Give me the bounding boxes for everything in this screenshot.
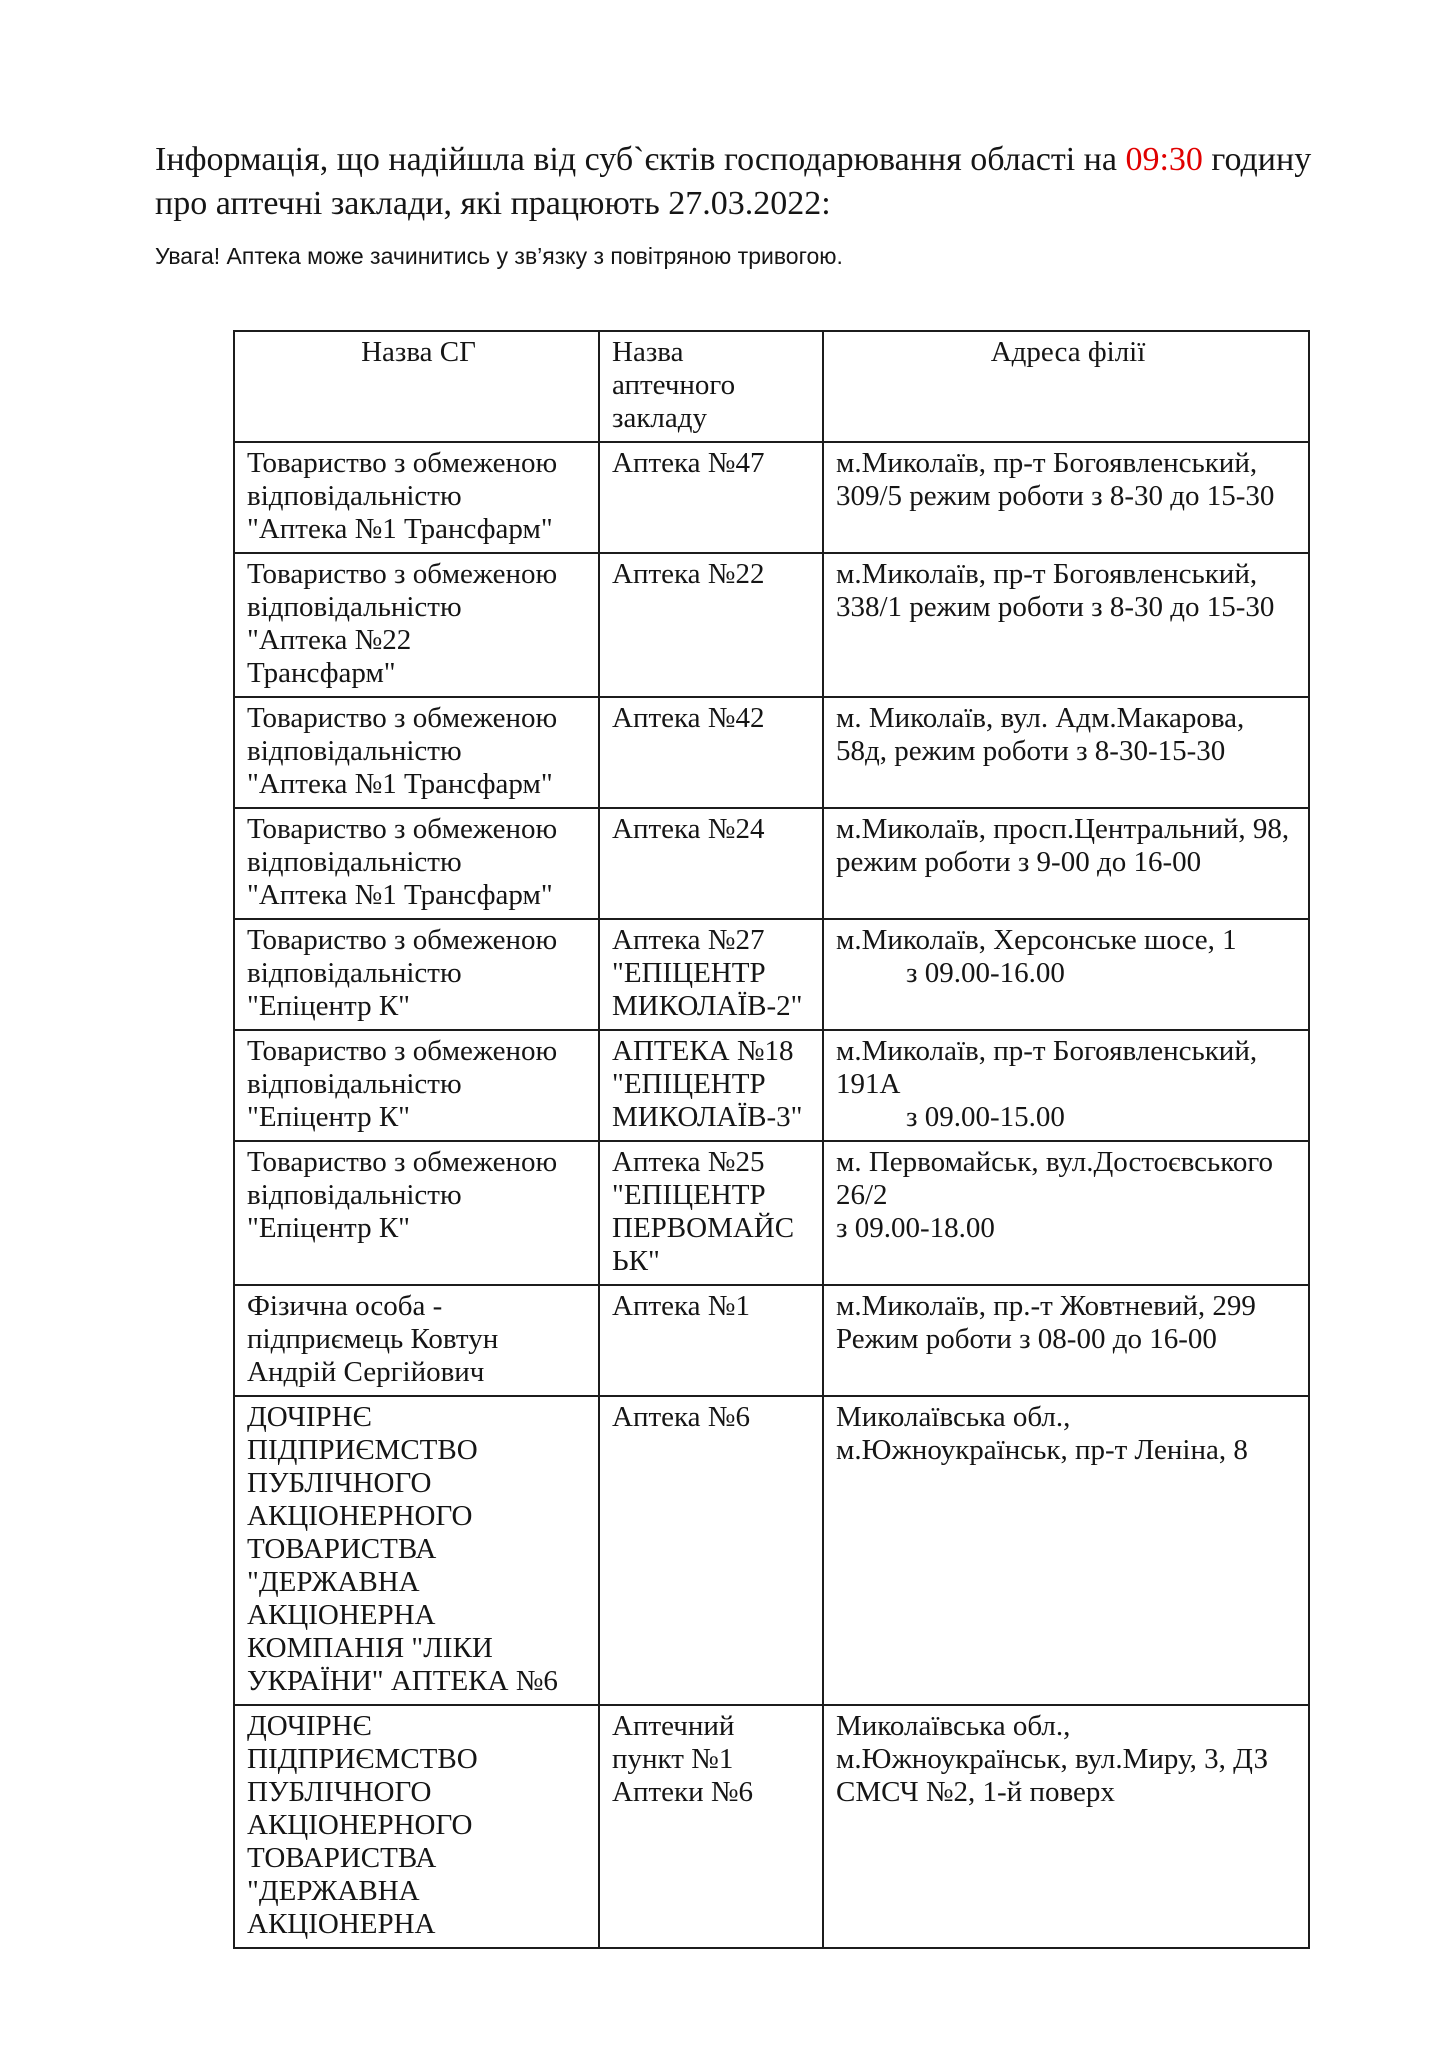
address-cell (823, 1141, 1309, 1285)
cell-text-line: МИКОЛАЇВ-2" (612, 990, 803, 1022)
sg-name-cell (234, 697, 599, 808)
cell-text-line: закладу (612, 402, 708, 434)
cell-text-line: 338/1 режим роботи з 8-30 до 15-30 (836, 591, 1275, 623)
cell-text-line: ДОЧІРНЄ (247, 1710, 372, 1742)
pharmacy-name-cell (599, 442, 823, 553)
cell-text-line: Товариство з обмеженою (247, 447, 558, 479)
pharmacy-name-cell (599, 1030, 823, 1141)
address-cell (823, 697, 1309, 808)
document-heading (155, 138, 1315, 226)
cell-text-line: МИКОЛАЇВ-3" (612, 1101, 803, 1133)
cell-text-line: Андрій Сергійович (247, 1356, 485, 1388)
cell-text-line: з 09.00-16.00 (906, 957, 1065, 989)
cell-text-line: Назва СГ (361, 336, 476, 368)
cell-text-line: Товариство з обмеженою (247, 924, 558, 956)
cell-text-line: м. Первомайськ, вул.Достоєвського (836, 1146, 1274, 1178)
cell-text-line: 309/5 режим роботи з 8-30 до 15-30 (836, 480, 1275, 512)
cell-text-line: ДОЧІРНЄ (247, 1401, 372, 1433)
cell-text-line: АКЦІОНЕРНОГО (247, 1500, 473, 1532)
cell-text-line: Аптека №22 (612, 558, 765, 590)
cell-text-line: ЬК" (612, 1245, 660, 1277)
cell-text-line: Аптека №24 (612, 813, 765, 845)
table-header-row (234, 331, 1309, 442)
pharmacy-name-cell (599, 1285, 823, 1396)
cell-text-line: 26/2 (836, 1179, 888, 1211)
cell-text-line: Товариство з обмеженою (247, 1035, 558, 1067)
column-header-address (823, 331, 1309, 442)
cell-text-line: "Аптека №1 Трансфарм" (247, 513, 553, 545)
cell-text-line: Товариство з обмеженою (247, 702, 558, 734)
address-cell (823, 1030, 1309, 1141)
cell-text-line: КОМПАНІЯ "ЛІКИ (247, 1632, 493, 1664)
cell-text-line: 58д, режим роботи з 8-30-15-30 (836, 735, 1226, 767)
table-row (234, 1705, 1309, 1948)
cell-text-line: "ЕПІЦЕНТР (612, 957, 766, 989)
cell-text-line: відповідальністю (247, 480, 462, 512)
address-cell (823, 1705, 1309, 1948)
cell-text-line: "ДЕРЖАВНА (247, 1875, 420, 1907)
cell-text-line: підприємець Ковтун (247, 1323, 499, 1355)
cell-text-line: м.Миколаїв, пр.-т Жовтневий, 299 (836, 1290, 1256, 1322)
table-row (234, 1030, 1309, 1141)
column-header-sg-name (234, 331, 599, 442)
cell-text-line: "ЕПІЦЕНТР (612, 1068, 766, 1100)
cell-text-line: АПТЕКА №18 (612, 1035, 794, 1067)
pharmacy-name-cell (599, 808, 823, 919)
report-time: 09:30 (1125, 141, 1203, 178)
column-header-pharmacy-name (599, 331, 823, 442)
address-cell (823, 1285, 1309, 1396)
heading-text-after-time: годину про аптечні заклади, які працюють 27.03.2022: (155, 141, 1312, 222)
table-row (234, 1396, 1309, 1705)
cell-text-line: м.Миколаїв, пр-т Богоявленський, (836, 558, 1258, 590)
cell-text-line: СМСЧ №2, 1-й поверх (836, 1776, 1115, 1808)
cell-text-line: Режим роботи з 08-00 до 16-00 (836, 1323, 1217, 1355)
pharmacies-table (233, 330, 1310, 1949)
table-row (234, 919, 1309, 1030)
cell-text-line: Аптека №25 (612, 1146, 765, 1178)
cell-text-line: "Епіцентр К" (247, 1212, 410, 1244)
pharmacy-name-cell (599, 697, 823, 808)
address-cell (823, 442, 1309, 553)
cell-text-line: Аптека №47 (612, 447, 765, 479)
sg-name-cell (234, 919, 599, 1030)
cell-text-line: Назва (612, 336, 684, 368)
address-cell (823, 1396, 1309, 1705)
heading-text-before-time: Інформація, що надійшла від суб`єктів господарювання області на (155, 141, 1126, 178)
cell-text-line: з 09.00-18.00 (836, 1212, 995, 1244)
cell-text-line: 191А (836, 1068, 901, 1100)
cell-text-line: м. Миколаїв, вул. Адм.Макарова, (836, 702, 1245, 734)
pharmacy-name-cell (599, 919, 823, 1030)
cell-text-line: Товариство з обмеженою (247, 1146, 558, 1178)
cell-text-line: ТОВАРИСТВА (247, 1842, 437, 1874)
cell-text-line: УКРАЇНИ" АПТЕКА №6 (247, 1665, 558, 1697)
air-raid-warning-note: Увага! Аптека може зачинитись у зв’язку з повітряною тривогою. (155, 243, 843, 269)
pharmacy-name-cell (599, 1141, 823, 1285)
cell-text-line: відповідальністю (247, 1068, 462, 1100)
cell-text-line: м.Миколаїв, Херсонське шосе, 1 (836, 924, 1237, 956)
pharmacy-name-cell (599, 553, 823, 697)
cell-text-line: м.Миколаїв, пр-т Богоявленський, (836, 447, 1258, 479)
cell-text-line: АКЦІОНЕРНА (247, 1908, 436, 1940)
cell-text-line: Фізична особа - (247, 1290, 443, 1322)
cell-text-line: пункт №1 (612, 1743, 734, 1775)
cell-text-line: "Аптека №1 Трансфарм" (247, 879, 553, 911)
cell-text-line: з 09.00-15.00 (906, 1101, 1065, 1133)
pharmacy-name-cell (599, 1705, 823, 1948)
cell-text-line: режим роботи з 9-00 до 16-00 (836, 846, 1202, 878)
cell-text-line: м.Миколаїв, просп.Центральний, 98, (836, 813, 1290, 845)
cell-text-line: Аптечний (612, 1710, 735, 1742)
cell-text-line: Миколаївська обл., (836, 1401, 1071, 1433)
pharmacy-name-cell (599, 1396, 823, 1705)
cell-text-line: Аптеки №6 (612, 1776, 754, 1808)
cell-text-line: відповідальністю (247, 735, 462, 767)
cell-text-line: Аптека №42 (612, 702, 765, 734)
sg-name-cell (234, 553, 599, 697)
cell-text-line: Адреса філії (990, 336, 1146, 368)
table-row (234, 1285, 1309, 1396)
cell-text-line: Товариство з обмеженою (247, 558, 558, 590)
table-row (234, 1141, 1309, 1285)
sg-name-cell (234, 1285, 599, 1396)
cell-text-line: "ДЕРЖАВНА (247, 1566, 420, 1598)
table-row (234, 553, 1309, 697)
cell-text-line: м.Южноукраїнськ, пр-т Леніна, 8 (836, 1434, 1248, 1466)
sg-name-cell (234, 1705, 599, 1948)
cell-text-line: Аптека №27 (612, 924, 765, 956)
cell-text-line: ПІДПРИЄМСТВО (247, 1743, 478, 1775)
cell-text-line: Аптека №6 (612, 1401, 750, 1433)
cell-text-line: ПУБЛІЧНОГО (247, 1467, 432, 1499)
cell-text-line: "Аптека №22 (247, 624, 412, 656)
cell-text-line: аптечного (612, 369, 736, 401)
cell-text-line: відповідальністю (247, 591, 462, 623)
table-row (234, 697, 1309, 808)
cell-text-line: Трансфарм" (247, 657, 396, 689)
cell-text-line: відповідальністю (247, 957, 462, 989)
cell-text-line: відповідальністю (247, 1179, 462, 1211)
cell-text-line: ПІДПРИЄМСТВО (247, 1434, 478, 1466)
sg-name-cell (234, 1141, 599, 1285)
cell-text-line: м.Миколаїв, пр-т Богоявленський, (836, 1035, 1258, 1067)
cell-text-line: "Епіцентр К" (247, 990, 410, 1022)
cell-text-line: АКЦІОНЕРНОГО (247, 1809, 473, 1841)
sg-name-cell (234, 1396, 599, 1705)
sg-name-cell (234, 808, 599, 919)
address-cell (823, 553, 1309, 697)
cell-text-line: "Епіцентр К" (247, 1101, 410, 1133)
cell-text-line: Аптека №1 (612, 1290, 750, 1322)
cell-text-line: АКЦІОНЕРНА (247, 1599, 436, 1631)
sg-name-cell (234, 442, 599, 553)
address-cell (823, 808, 1309, 919)
address-cell (823, 919, 1309, 1030)
table-row (234, 808, 1309, 919)
cell-text-line: "ЕПІЦЕНТР (612, 1179, 766, 1211)
cell-text-line: ТОВАРИСТВА (247, 1533, 437, 1565)
table-body (234, 442, 1309, 1948)
cell-text-line: Товариство з обмеженою (247, 813, 558, 845)
cell-text-line: "Аптека №1 Трансфарм" (247, 768, 553, 800)
cell-text-line: ПЕРВОМАЙС (612, 1212, 795, 1244)
cell-text-line: м.Южноукраїнськ, вул.Миру, 3, ДЗ (836, 1743, 1269, 1775)
cell-text-line: відповідальністю (247, 846, 462, 878)
cell-text-line: ПУБЛІЧНОГО (247, 1776, 432, 1808)
sg-name-cell (234, 1030, 599, 1141)
table-row (234, 442, 1309, 553)
cell-text-line: Миколаївська обл., (836, 1710, 1071, 1742)
